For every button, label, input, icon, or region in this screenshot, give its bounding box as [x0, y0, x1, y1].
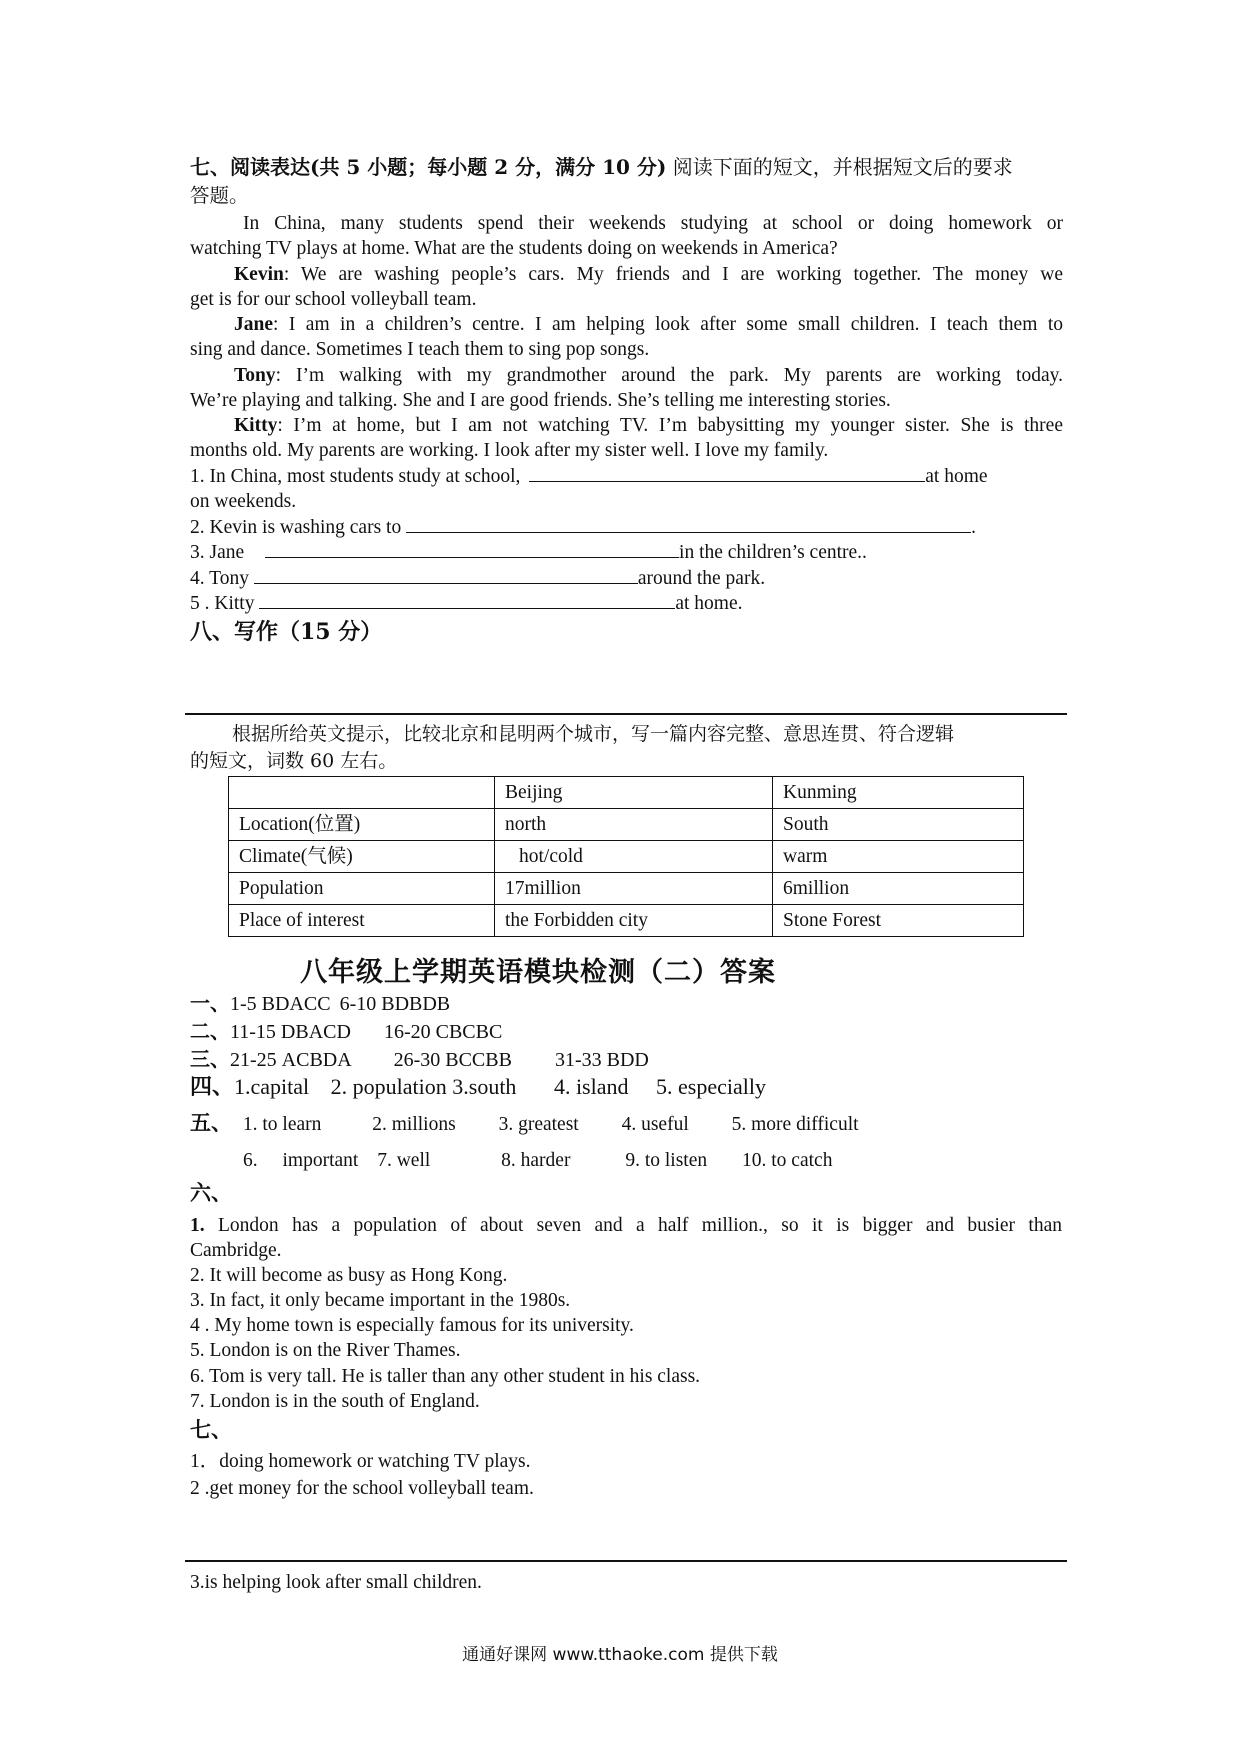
divider-top: [185, 713, 1067, 715]
answers-part3: [190, 1046, 649, 1073]
table-row: [229, 873, 1024, 905]
table-cell: 6million: [773, 873, 1024, 905]
section7-heading-line2: 答题。: [190, 184, 249, 207]
answer6-line: 4 . My home town is especially famous for its university.: [190, 1315, 634, 1336]
intro-line1: [243, 211, 1063, 236]
part5-item: 7. well: [377, 1150, 431, 1171]
footer-credit: 通通好课网 www.tthaoke.com 提供下载: [462, 1645, 778, 1665]
tony-text-1: : I’m walking with my grandmother around the park. My parents are working today.: [275, 365, 1063, 386]
tony-name: Tony: [234, 365, 276, 386]
part5-item: 2. millions: [372, 1114, 456, 1135]
part2-a: 11-15 DBACD: [230, 1021, 351, 1043]
part4-item: 4. island: [553, 1074, 629, 1099]
intro-text-1: In China, many students spend their weekends studying at school or doing homework or: [243, 213, 1063, 234]
section7-heading-rest: 阅读下面的短文，并根据短文后的要求: [666, 155, 1013, 179]
answer6-line: 7. London is in the south of England.: [190, 1391, 480, 1412]
jane-line1: [234, 312, 1063, 337]
section7-heading-bold: 七、阅读表达(共 5 小题；每小题 2 分，满分 10 分): [190, 155, 667, 179]
table-cell: north: [495, 809, 773, 841]
table-cell: Population: [229, 873, 495, 905]
q5-tail: at home.: [675, 593, 743, 614]
q3-text: 3. Jane: [190, 542, 245, 563]
part5-item: 10. to catch: [742, 1150, 833, 1171]
table-row: [229, 905, 1024, 937]
question-3: [190, 539, 1060, 565]
q5-text: 5 . Kitty: [190, 593, 255, 614]
q4-tail: around the park.: [637, 568, 766, 589]
kevin-text-1: : We are washing people’s cars. My friends and I are working together. The money we: [283, 264, 1063, 285]
part3-a: 21-25 ACBDA: [230, 1049, 351, 1071]
answers-part5-row2: [243, 1148, 832, 1174]
kevin-line1: [234, 262, 1063, 287]
answer6-line: 5. London is on the River Thames.: [190, 1340, 461, 1361]
part5-item: important: [282, 1150, 359, 1171]
answers-part6-label: 六、: [190, 1180, 232, 1205]
part5-item: 1. to learn: [242, 1114, 322, 1135]
question-5: [190, 590, 1060, 616]
answer7-line: 1．doing homework or watching TV plays.: [190, 1451, 531, 1472]
q4-text: 4. Tony: [190, 568, 249, 589]
question-4: [190, 565, 1060, 591]
answers-part5-row1: [190, 1110, 859, 1138]
kitty-text-1: : I’m at home, but I am not watching TV. I’m babysitting my younger sister. She is three: [277, 415, 1063, 436]
part1-label: 一、: [190, 991, 230, 1015]
q1-blank[interactable]: [529, 463, 925, 482]
part5-label: 五、: [190, 1110, 232, 1135]
answers-part2: [190, 1018, 502, 1045]
jane-line2: sing and dance. Sometimes I teach them to sing pop songs.: [190, 339, 650, 360]
part5-item: 4. useful: [621, 1114, 689, 1135]
part5-item: 6.: [243, 1150, 258, 1171]
table-row: [229, 841, 1024, 873]
answer6-1-num: 1.: [190, 1215, 205, 1236]
table-cell: 17million: [495, 873, 773, 905]
table-cell: Place of interest: [229, 905, 495, 937]
table-header-row: [229, 777, 1024, 809]
section7-heading: [190, 155, 1062, 182]
jane-text-1: : I am in a children’s centre. I am helping look after some small children. I teach them to: [273, 314, 1063, 335]
q5-blank[interactable]: [259, 590, 675, 609]
answer6-line: 2. It will become as busy as Hong Kong.: [190, 1265, 508, 1286]
answer7-line: 3.is helping look after small children.: [190, 1572, 482, 1593]
q2-text: 2. Kevin is washing cars to: [190, 517, 402, 538]
answers-part1: [190, 990, 450, 1017]
q3-tail: in the children’s centre..: [679, 542, 867, 563]
table-cell: South: [773, 809, 1024, 841]
table-cell: Stone Forest: [773, 905, 1024, 937]
question-1-cont: on weekends.: [190, 491, 297, 512]
section8-prompt-line1: 根据所给英文提示，比较北京和昆明两个城市，写一篇内容完整、意思连贯、符合逻辑: [232, 723, 955, 745]
answer6-1-line2: Cambridge.: [190, 1240, 282, 1261]
part4-item: 5. especially: [656, 1074, 766, 1099]
table-cell: Climate(气候): [229, 841, 495, 873]
kitty-name: Kitty: [234, 415, 278, 436]
part4-label: 四、: [190, 1074, 235, 1100]
answer7-line: 2 .get money for the school volleyball team.: [190, 1478, 534, 1499]
q1-tail: at home: [925, 466, 988, 487]
answer6-1-text: London has a population of about seven and a half million., so it is bigger and busier than: [204, 1215, 1062, 1236]
part1-a: 1-5 BDACC: [230, 993, 331, 1015]
section8-prompt-line2: 的短文，词数 60 左右。: [190, 750, 398, 772]
question-2: [190, 514, 1060, 540]
q2-blank[interactable]: [406, 514, 971, 533]
part5-item: 5. more difficult: [731, 1114, 859, 1135]
kitty-line1: [234, 413, 1063, 438]
table-cell: Location(位置): [229, 809, 495, 841]
kevin-line2: get is for our school volleyball team.: [190, 289, 477, 310]
part4-item: 1.capital: [234, 1074, 310, 1099]
kitty-line2: months old. My parents are working. I look after my sister well. I love my family.: [190, 440, 829, 461]
jane-name: Jane: [234, 314, 273, 335]
divider-bottom: [185, 1560, 1067, 1562]
answer6-line: 3. In fact, it only became important in the 1980s.: [190, 1290, 571, 1311]
table-cell: hot/cold: [495, 841, 773, 873]
part3-c: 31-33 BDD: [554, 1049, 649, 1071]
tony-line2: We’re playing and talking. She and I are good friends. She’s telling me interesting stories.: [190, 390, 891, 411]
answer6-1-line1: [190, 1213, 1062, 1238]
table-cell: [229, 777, 495, 809]
q3-blank[interactable]: [265, 539, 679, 558]
part3-b: 26-30 BCCBB: [393, 1049, 512, 1071]
part5-item: 3. greatest: [498, 1114, 579, 1135]
answers-part4: [190, 1074, 766, 1100]
table-cell: the Forbidden city: [495, 905, 773, 937]
question-1: [190, 463, 1060, 489]
kevin-name: Kevin: [234, 264, 284, 285]
answer6-line: 6. Tom is very tall. He is taller than any other student in his class.: [190, 1366, 701, 1387]
answers-part7-label: 七、: [190, 1417, 232, 1442]
table-cell: warm: [773, 841, 1024, 873]
section8-heading: 八、写作（15 分）: [190, 619, 383, 645]
table-cell: Beijing: [495, 777, 773, 809]
part1-b: 6-10 BDBDB: [339, 993, 451, 1015]
city-comparison-table: [228, 776, 1024, 937]
answer-key-title: 八年级上学期英语模块检测（二）答案: [300, 957, 776, 988]
q4-blank[interactable]: [254, 565, 638, 584]
part2-b: 16-20 CBCBC: [383, 1021, 503, 1043]
intro-line2: watching TV plays at home. What are the students doing on weekends in America?: [190, 238, 838, 259]
part5-item: 9. to listen: [625, 1150, 708, 1171]
part5-item: 8. harder: [501, 1150, 571, 1171]
part2-label: 二、: [190, 1019, 230, 1043]
part4-item: 2. population 3.south: [330, 1074, 517, 1099]
tony-line1: [234, 363, 1063, 388]
q1-text: 1. In China, most students study at school,: [190, 466, 521, 487]
table-row: [229, 809, 1024, 841]
table-cell: Kunming: [773, 777, 1024, 809]
part3-label: 三、: [190, 1047, 230, 1071]
q2-tail: .: [971, 517, 976, 538]
